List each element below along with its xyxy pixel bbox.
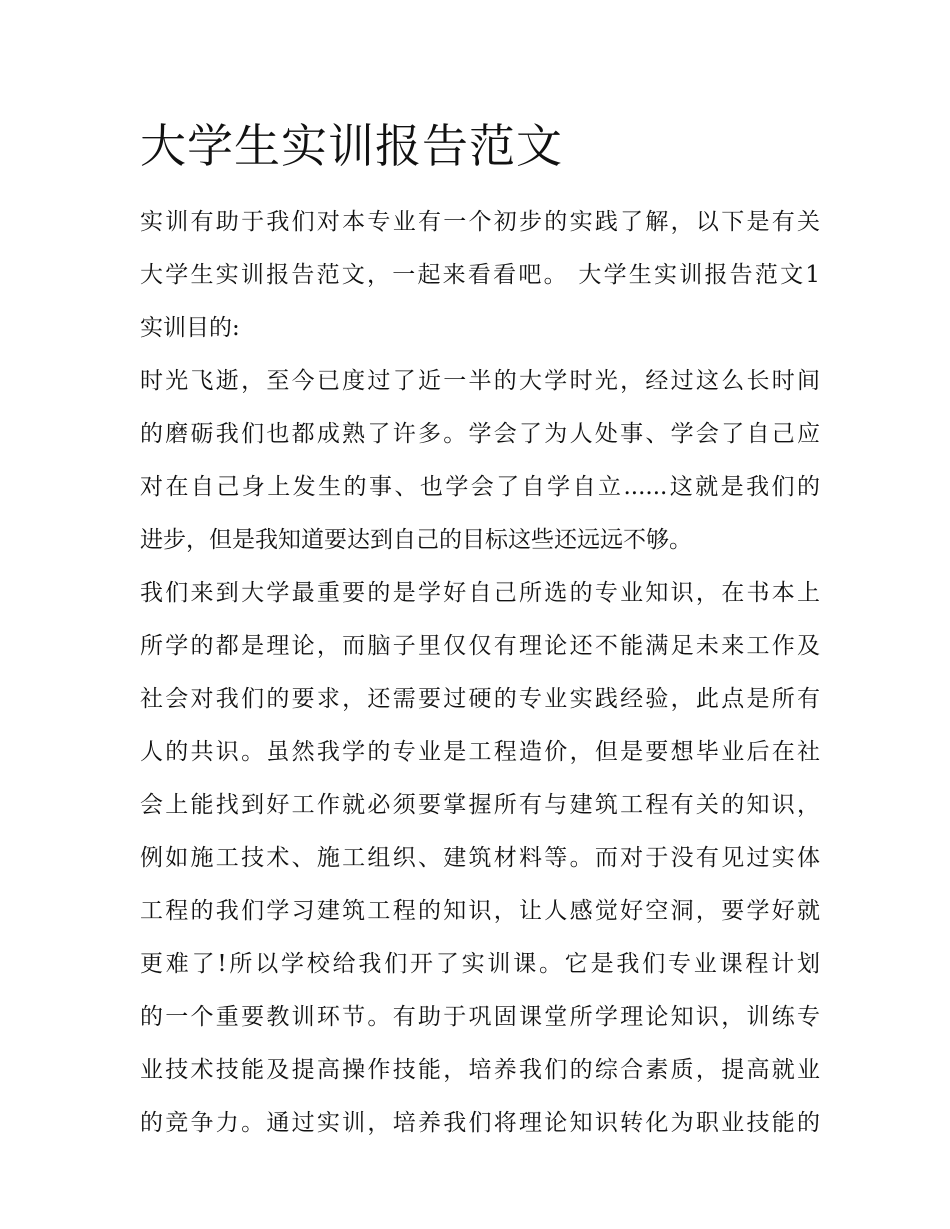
paragraph-line: 我们来到大学最重要的是学好自己所选的专业知识，在书本上 bbox=[140, 580, 820, 606]
document-title: 大学生实训报告范文 bbox=[140, 119, 563, 173]
paragraph-line: 实训目的: bbox=[140, 315, 240, 341]
paragraph-line: 所学的都是理论，而脑子里仅仅有理论还不能满足未来工作及 bbox=[140, 633, 820, 659]
paragraph-line: 例如施工技术、施工组织、建筑材料等。而对于没有见过实体 bbox=[140, 845, 820, 871]
paragraph-line: 对在自己身上发生的事、也学会了自学自立......这就是我们的 bbox=[140, 474, 820, 500]
paragraph-line: 的一个重要教训环节。有助于巩固课堂所学理论知识，训练专 bbox=[140, 1004, 820, 1030]
paragraph-line: 会上能找到好工作就必须要掌握所有与建筑工程有关的知识， bbox=[140, 792, 820, 818]
paragraph-line: 大学生实训报告范文，一起来看看吧。 大学生实训报告范文1 bbox=[140, 262, 820, 288]
paragraph-line: 人的共识。虽然我学的专业是工程造价，但是要想毕业后在社 bbox=[140, 739, 820, 765]
paragraph-line: 工程的我们学习建筑工程的知识，让人感觉好空洞，要学好就 bbox=[140, 898, 820, 924]
paragraph-line: 社会对我们的要求，还需要过硬的专业实践经验，此点是所有 bbox=[140, 686, 820, 712]
paragraph-line: 业技术技能及提高操作技能，培养我们的综合素质，提高就业 bbox=[140, 1057, 820, 1083]
paragraph-line: 更难了!所以学校给我们开了实训课。它是我们专业课程计划 bbox=[140, 951, 820, 977]
paragraph-line: 实训有助于我们对本专业有一个初步的实践了解，以下是有关 bbox=[140, 209, 820, 235]
paragraph-line: 的磨砺我们也都成熟了许多。学会了为人处事、学会了自己应 bbox=[140, 421, 820, 447]
paragraph-line: 的竞争力。通过实训，培养我们将理论知识转化为职业技能的 bbox=[140, 1110, 820, 1136]
document-body bbox=[140, 196, 820, 1150]
paragraph-line: 时光飞逝，至今已度过了近一半的大学时光，经过这么长时间 bbox=[140, 368, 820, 394]
paragraph-line: 进步，但是我知道要达到自己的目标这些还远远不够。 bbox=[140, 527, 692, 553]
